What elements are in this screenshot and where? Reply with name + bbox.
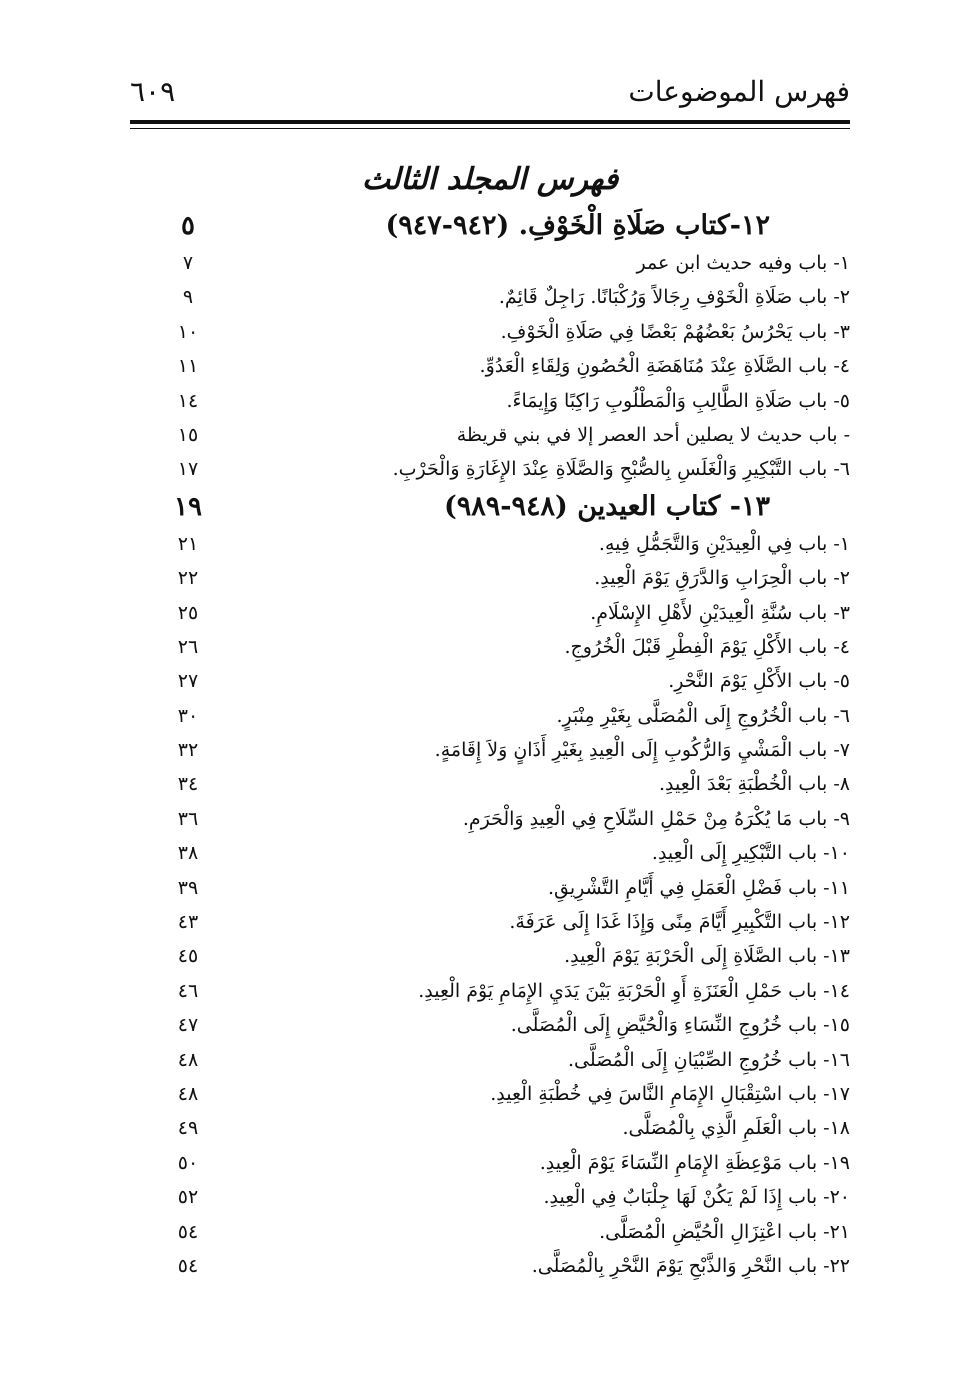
toc-entry — [130, 939, 850, 973]
entry-page-number: ٧ — [182, 252, 194, 274]
entry-title: - باب حديث لا يصلين أحد العصر إلا في بني قريظة — [456, 423, 850, 446]
toc-book-heading — [130, 206, 850, 246]
toc-entry — [130, 767, 850, 801]
entry-title: ١٥- باب خُرُوجِ النِّسَاءِ وَالْحُيَّضِ إِلَى الْمُصَلَّى. — [510, 1014, 850, 1037]
toc-entry — [130, 452, 850, 486]
toc-entry — [130, 733, 850, 767]
running-header — [130, 72, 850, 116]
entry-page-number: ٤٧ — [177, 1014, 199, 1037]
entry-title: ٤- باب الأَكْلِ يَوْمَ الْفِطْرِ قَبْلَ الْخُرُوجِ. — [564, 635, 850, 658]
toc-entry — [130, 802, 850, 836]
entry-page-number: ٢٦ — [177, 635, 199, 658]
entry-title: ٥- باب صَلَاةِ الطَّالِبِ وَالْمَطْلُوبِ رَاكِبًا وَإِيمَاءً. — [506, 389, 850, 412]
toc-entry — [130, 527, 850, 561]
entry-title: ٢- باب صَلَاةِ الْخَوْفِ رِجَالاً وَرُكْبَانًا. رَاجِلٌ قَائِمٌ. — [498, 286, 850, 309]
entry-page-number: ٤٦ — [177, 979, 199, 1002]
running-title: فهرس الموضوعات — [628, 75, 850, 108]
toc-entry — [130, 871, 850, 905]
toc-entry — [130, 418, 850, 452]
toc-entry — [130, 1180, 850, 1214]
entry-title: ٩- باب مَا يُكْرَهُ مِنْ حَمْلِ السِّلَاحِ فِي الْعِيدِ وَالْحَرَمِ. — [462, 807, 850, 830]
book-title: ١٣- كتاب العيدين (٩٤٨-٩٨٩) — [443, 490, 770, 522]
toc-entry — [130, 1008, 850, 1042]
entry-page-number: ٣٢ — [177, 739, 199, 762]
entry-page-number: ١٧ — [177, 458, 199, 481]
entry-title: ٥- باب الأَكْلِ يَوْمَ النَّحْرِ. — [668, 670, 850, 693]
volume-index-title: فهرس المجلد الثالث — [361, 162, 619, 197]
entry-title: ٢٢- باب النَّحْرِ وَالذَّبْحِ يَوْمَ النَّحْرِ بِالْمُصَلَّى. — [531, 1254, 850, 1277]
entry-page-number: ٢٥ — [177, 601, 199, 624]
entry-page-number: ٣٨ — [177, 842, 199, 865]
entry-page-number: ٥٢ — [177, 1186, 199, 1209]
entry-page-number: ٢١ — [177, 532, 199, 555]
entry-page-number: ٥٠ — [177, 1151, 199, 1174]
toc-entry — [130, 699, 850, 733]
page-number: ٦٠٩ — [130, 75, 176, 108]
entry-title: ١٠- باب التَّبْكِيرِ إِلَى الْعِيدِ. — [651, 842, 850, 865]
entry-title: ١٨- باب الْعَلَمِ الَّذِي بِالْمُصَلَّى. — [622, 1117, 850, 1140]
entry-page-number: ١٥ — [177, 423, 199, 446]
toc-entry — [130, 246, 850, 280]
toc-entry — [130, 315, 850, 349]
entry-title: ٢٠- باب إِذَا لَمْ يَكُنْ لَهَا جِلْبَابٌ فِي الْعِيدِ. — [543, 1186, 850, 1209]
entry-title: ١٤- باب حَمْلِ الْعَنَزَةِ أَوِ الْحَرْبَةِ بَيْنَ يَدَيِ الإِمَامِ يَوْمَ الْعِيدِ. — [418, 979, 850, 1002]
entry-title: ٦- باب التَّبْكِيرِ وَالْغَلَسِ بِالصُّبْحِ وَالصَّلَاةِ عِنْدَ الإِغَارَةِ وَالْحَرْبِ. — [392, 458, 850, 481]
toc-book-heading — [130, 487, 850, 527]
entry-page-number: ٤٣ — [177, 911, 199, 934]
toc-entry — [130, 596, 850, 630]
entry-page-number: ٣٩ — [177, 876, 199, 899]
entry-title: ٨- باب الْخُطْبَةِ بَعْدَ الْعِيدِ. — [658, 773, 850, 796]
entry-title: ٣- باب سُنَّةِ الْعِيدَيْنِ لأَهْلِ الإِسْلَامِ. — [590, 601, 850, 624]
entry-title: ٤- باب الصَّلَاةِ عِنْدَ مُنَاهَضَةِ الْحُصُونِ وَلِقَاءِ الْعَدُوِّ. — [479, 355, 850, 378]
header-rule-thick — [130, 120, 850, 124]
entry-page-number: ١٩ — [174, 491, 202, 522]
entry-page-number: ٩ — [182, 286, 194, 309]
toc-entry — [130, 836, 850, 870]
toc-entry — [130, 974, 850, 1008]
toc-entry — [130, 1043, 850, 1077]
entry-title: ٣- باب يَحْرُسُ بَعْضُهُمْ بَعْضًا فِي صَلَاةِ الْخَوْفِ. — [500, 320, 850, 343]
toc-entry — [130, 1077, 850, 1111]
toc-entry — [130, 1215, 850, 1249]
toc-entry — [130, 905, 850, 939]
entry-page-number: ٤٩ — [177, 1117, 199, 1140]
entry-title: ١١- باب فَضْلِ الْعَمَلِ فِي أَيَّامِ التَّشْرِيقِ. — [547, 876, 850, 899]
entry-page-number: ١٠ — [177, 320, 199, 343]
header-rule-thin — [130, 128, 850, 129]
entry-page-number: ٥٤ — [177, 1254, 199, 1277]
toc-entry — [130, 664, 850, 698]
entry-title: ١٢- باب التَّكْبِيرِ أَيَّامَ مِنًى وَإِذَا غَدَا إِلَى عَرَفَةَ. — [509, 911, 850, 934]
toc-entry — [130, 349, 850, 383]
entry-title: ١- باب وفيه حديث ابن عمر — [636, 252, 850, 274]
entry-title: ١٧- باب اسْتِقْبَالِ الإِمَامِ النَّاسَ فِي خُطْبَةِ الْعِيدِ. — [490, 1082, 850, 1105]
entry-page-number: ٤٨ — [177, 1048, 199, 1071]
book-title: ١٢-كتاب صَلَاةِ الْخَوْفِ. (٩٤٢-٩٤٧) — [385, 210, 770, 241]
entry-page-number: ٢٢ — [177, 567, 199, 590]
entry-title: ١٣- باب الصَّلَاةِ إِلَى الْحَرْبَةِ يَوْمَ الْعِيدِ. — [564, 945, 850, 968]
entry-title: ١- باب فِي الْعِيدَيْنِ وَالتَّجَمُّلِ فِيهِ. — [598, 532, 850, 555]
entry-page-number: ١١ — [177, 355, 199, 378]
entry-title: ٢- باب الْحِرَابِ وَالدَّرَقِ يَوْمَ الْعِيدِ. — [594, 567, 850, 590]
entry-page-number: ٣٠ — [177, 704, 199, 727]
table-of-contents — [130, 206, 850, 1283]
toc-entry — [130, 1146, 850, 1180]
entry-title: ٢١- باب اعْتِزَالِ الْحُيَّضِ الْمُصَلَّى. — [599, 1220, 850, 1243]
toc-entry — [130, 384, 850, 418]
entry-title: ١٦- باب خُرُوجِ الصِّبْيَانِ إِلَى الْمُصَلَّى. — [567, 1048, 850, 1071]
entry-page-number: ٤٥ — [177, 945, 199, 968]
toc-entry — [130, 561, 850, 595]
entry-page-number: ٣٤ — [177, 773, 199, 796]
toc-entry — [130, 1249, 850, 1283]
entry-page-number: ٣٦ — [177, 807, 199, 830]
entry-page-number: ٥ — [181, 211, 195, 241]
entry-title: ٧- باب الْمَشْيِ وَالرُّكُوبِ إِلَى الْعِيدِ بِغَيْرِ أَذَانٍ وَلاَ إِقَامَةٍ. — [434, 739, 850, 762]
entry-page-number: ٥٤ — [177, 1220, 199, 1243]
toc-entry — [130, 630, 850, 664]
toc-entry — [130, 1111, 850, 1145]
entry-page-number: ٢٧ — [177, 670, 199, 693]
toc-entry — [130, 280, 850, 314]
entry-page-number: ١٤ — [177, 389, 199, 412]
entry-title: ٦- باب الْخُرُوجِ إِلَى الْمُصَلَّى بِغَيْرِ مِنْبَرٍ. — [556, 704, 850, 727]
entry-title: ١٩- باب مَوْعِظَةِ الإِمَامِ النِّسَاءَ يَوْمَ الْعِيدِ. — [539, 1151, 850, 1174]
entry-page-number: ٤٨ — [177, 1082, 199, 1105]
